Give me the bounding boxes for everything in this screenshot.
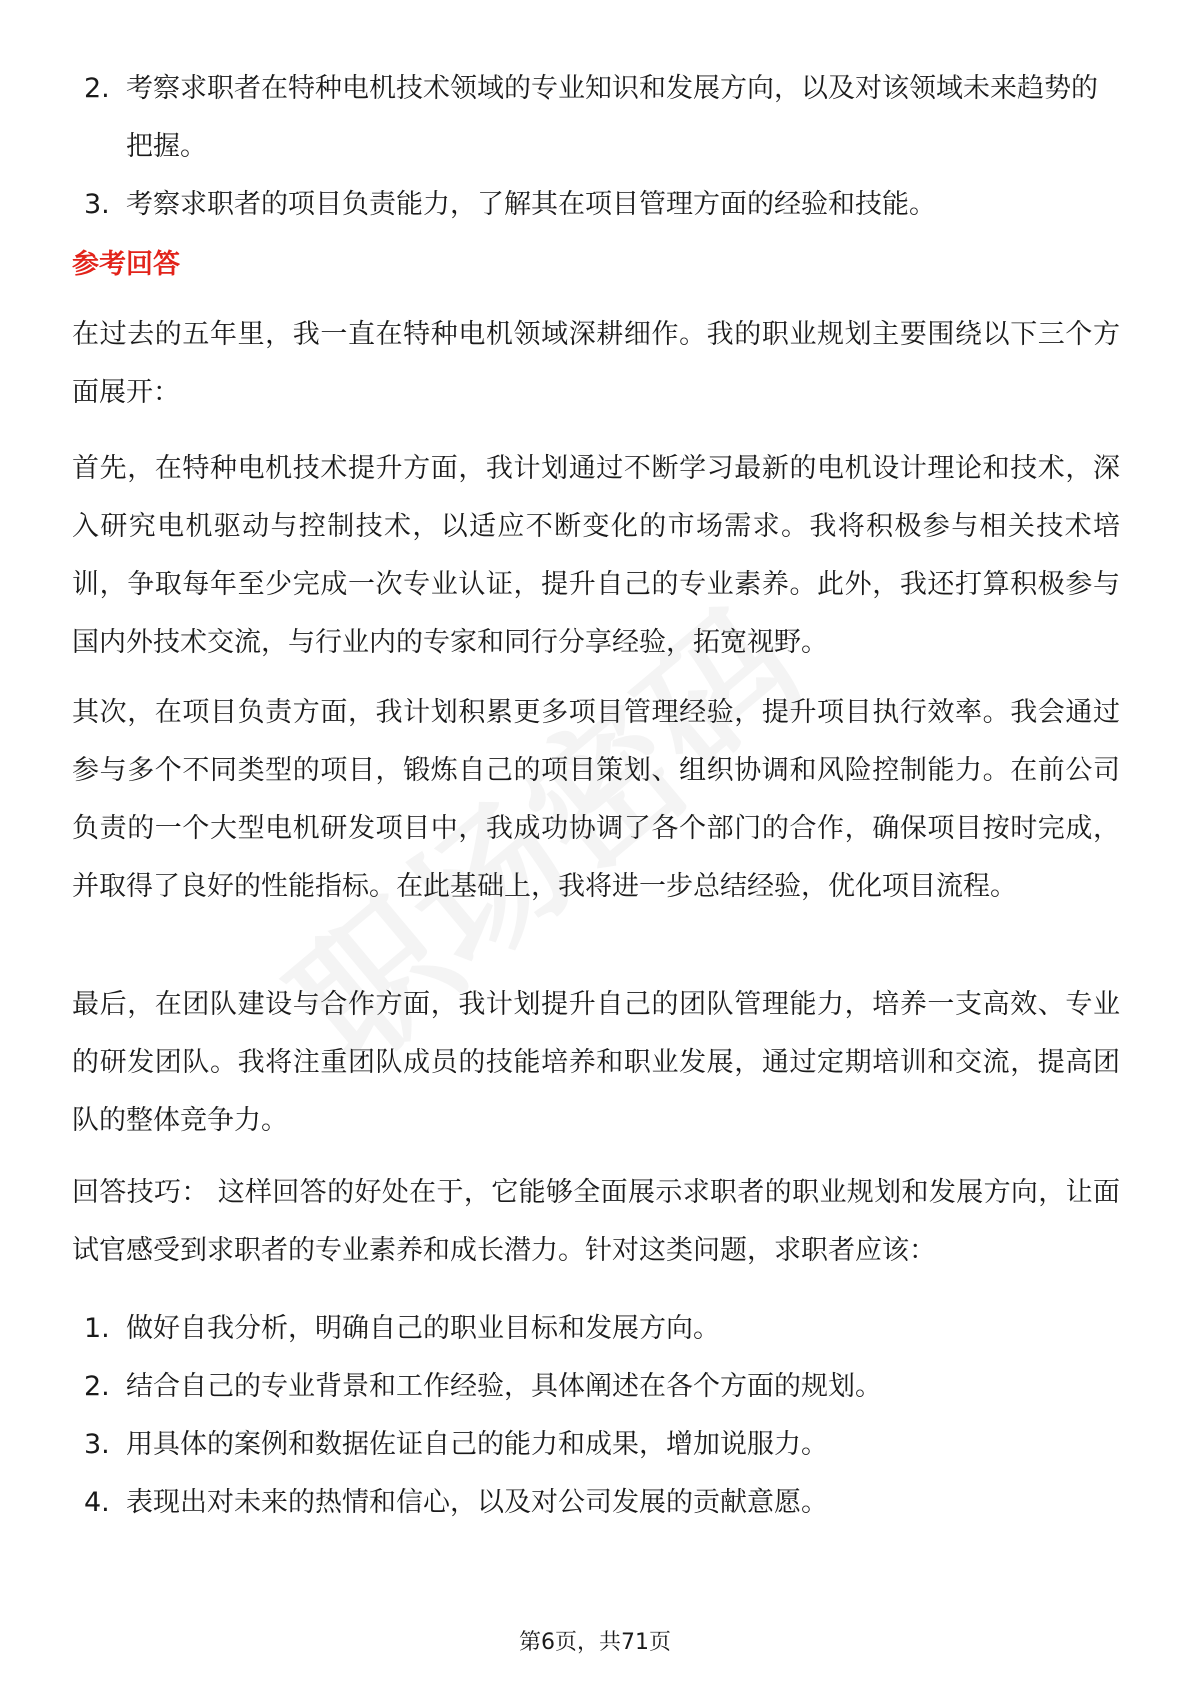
- list-text: 考察求职者在特种电机技术领域的专业知识和发展方向，以及对该领域未来趋势的把握。: [126, 73, 1098, 162]
- paragraph-second: 其次，在项目负责方面，我计划积累更多项目管理经验，提升项目执行效率。我会通过参与多个不同类型的项目，锻炼自己的项目策划、组织协调和风险控制能力。在前公司负责的一个大型电机研发项目中，我成功协调了各个部门的合作，确保项目按时完成，并取得了良好的性能指标。在此基础上，我将进一步总结经验，优化项目流程。: [72, 697, 1120, 902]
- list-text: 表现出对未来的热情和信心，以及对公司发展的贡献意愿。: [126, 1487, 828, 1518]
- list-item: [72, 176, 1120, 234]
- paragraph-third: 最后，在团队建设与合作方面，我计划提升自己的团队管理能力，培养一支高效、专业的研发团队。我将注重团队成员的技能培养和职业发展，通过定期培训和交流，提高团队的整体竞争力。: [72, 989, 1120, 1136]
- list-item: [72, 1416, 1120, 1474]
- list-number: 3.: [84, 1429, 110, 1460]
- list-number: 4.: [84, 1487, 110, 1518]
- list-item: [72, 60, 1120, 176]
- list-text: 做好自我分析，明确自己的职业目标和发展方向。: [126, 1313, 720, 1344]
- list-number: 3.: [84, 189, 110, 220]
- list-number: 1.: [84, 1313, 110, 1344]
- page-footer: 第6页，共71页: [519, 1630, 671, 1655]
- list-item: [72, 1474, 1120, 1532]
- list-text: 考察求职者的项目负责能力，了解其在项目管理方面的经验和技能。: [126, 189, 936, 220]
- list-number: 2.: [84, 1371, 110, 1402]
- section-heading: 参考回答: [72, 249, 180, 280]
- list-text: 用具体的案例和数据佐证自己的能力和成果，增加说服力。: [126, 1429, 828, 1460]
- paragraph-tips: 回答技巧： 这样回答的好处在于，它能够全面展示求职者的职业规划和发展方向，让面试官感受到求职者的专业素养和成长潜力。针对这类问题，求职者应该：: [72, 1177, 1120, 1266]
- paragraph-intro: 在过去的五年里，我一直在特种电机领域深耕细作。我的职业规划主要围绕以下三个方面展开：: [72, 319, 1120, 408]
- list-text: 结合自己的专业背景和工作经验，具体阐述在各个方面的规划。: [126, 1371, 882, 1402]
- list-item: [72, 1300, 1120, 1358]
- tips-list: [72, 1300, 1120, 1532]
- list-number: 2.: [84, 73, 110, 104]
- list-item: [72, 1358, 1120, 1416]
- objectives-list: [72, 60, 1120, 234]
- paragraph-first: 首先，在特种电机技术提升方面，我计划通过不断学习最新的电机设计理论和技术，深入研究电机驱动与控制技术，以适应不断变化的市场需求。我将积极参与相关技术培训，争取每年至少完成一次专业认证，提升自己的专业素养。此外，我还打算积极参与国内外技术交流，与行业内的专家和同行分享经验，拓宽视野。: [72, 453, 1120, 658]
